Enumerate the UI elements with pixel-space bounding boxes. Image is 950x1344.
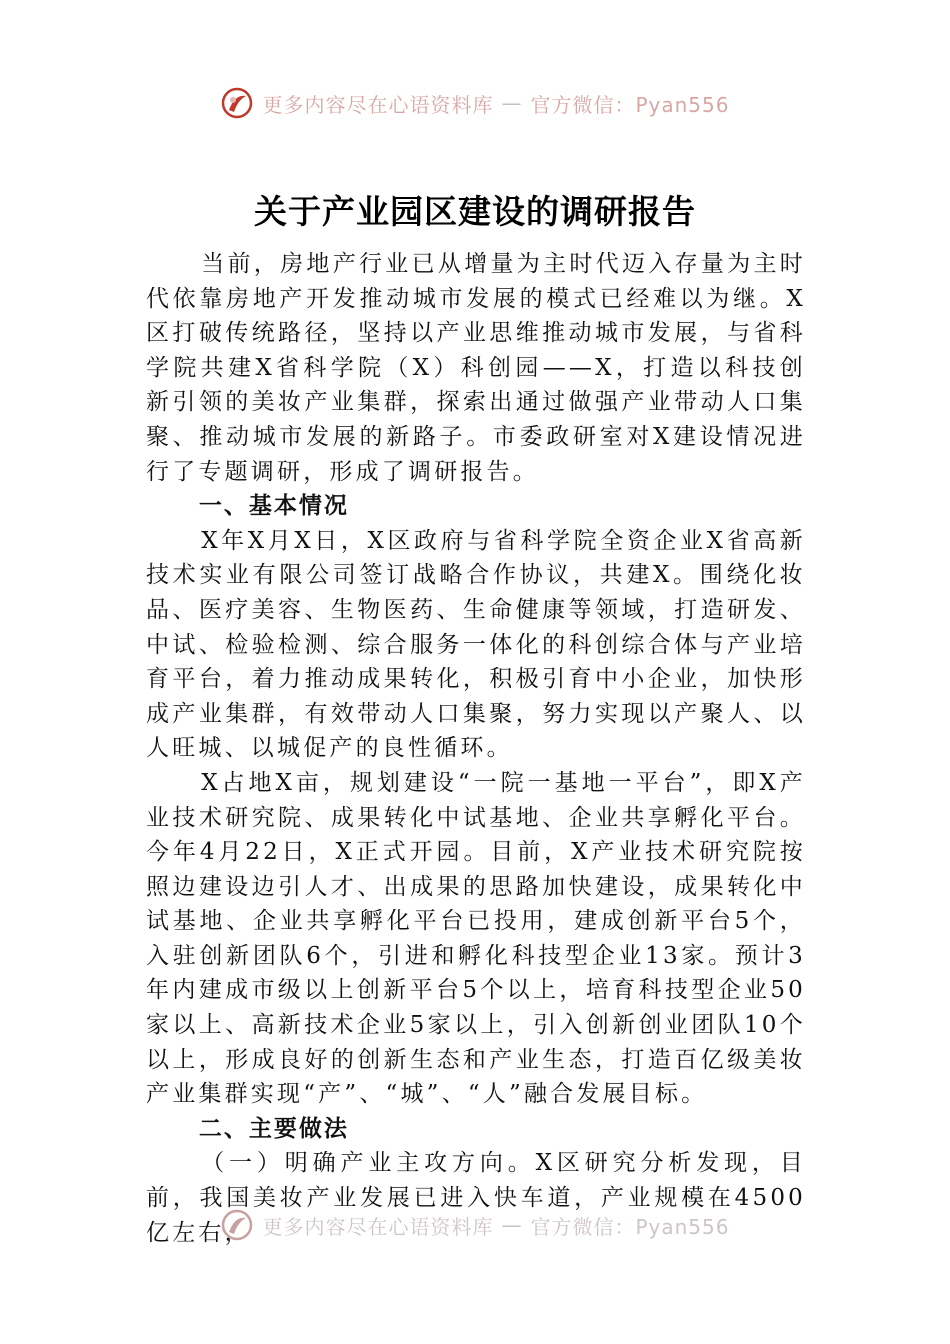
section-heading-practices: 二、主要做法 [198,1115,349,1142]
watermark-text: 更多内容尽在心语资料库 [262,1214,494,1239]
document-title: 关于产业园区建设的调研报告 [254,192,696,231]
watermark-wechat: 官方微信：Pyan556 [530,92,730,117]
header-watermark [0,86,950,120]
watermark-text: 更多内容尽在心语资料库 [262,92,494,117]
watermark-wechat: 官方微信：Pyan556 [530,1214,730,1239]
logo-icon [220,1208,254,1242]
section-heading-basic: 一、基本情况 [198,493,349,520]
paragraph-practices-1: （一）明确产业主攻方向。X区研究分析发现，目前，我国美妆产业发展已进入快车道，产业规模在4500亿左右， [146,1150,806,1246]
paragraph-basic-1: X年X月X日，X区政府与省科学院全资企业X省高新技术实业有限公司签订战略合作协议，共建X。围绕化妆品、医疗美容、生物医药、生命健康等领域，打造研发、中试、检验检测、综合服务一体化的科创综合体与产业培育平台，着力推动成果转化，积极引育中小企业，加快形成产业集群，有效带动人口集聚，努力实现以产聚人、以人旺城、以城促产的良性循环。 [146,527,806,762]
footer-watermark [0,1208,950,1242]
paragraph-intro: 当前，房地产行业已从增量为主时代迈入存量为主时代依靠房地产开发推动城市发展的模式已经难以为继。X区打破传统路径，坚持以产业思维推动城市发展，与省科学院共建X省科学院（X）科创园——X，打造以科技创新引领的美妆产业集群，探索出通过做强产业带动人口集聚、推动城市发展的新路子。市委政研室对X建设情况进行了专题调研，形成了调研报告。 [146,251,806,485]
paragraph-basic-2: X占地X亩，规划建设“一院一基地一平台”，即X产业技术研究院、成果转化中试基地、企业共享孵化平台。今年4月22日，X正式开园。目前，X产业技术研究院按照边建设边引人才、出成果的思路加快建设，成果转化中试基地、企业共享孵化平台已投用，建成创新平台5个，入驻创新团队6个，引进和孵化科技型企业13家。预计3年内建成市级以上创新平台5个以上，培育科技型企业50家以上、高新技术企业5家以上，引入创新创业团队10个以上，形成良好的创新生态和产业生态，打造百亿级美妆产业集群实现“产”、“城”、“人”融合发展目标。 [146,769,806,1108]
watermark-separator: — [501,1213,523,1237]
watermark-separator: — [501,91,523,115]
document-body [146,247,806,1250]
logo-icon [220,86,254,120]
